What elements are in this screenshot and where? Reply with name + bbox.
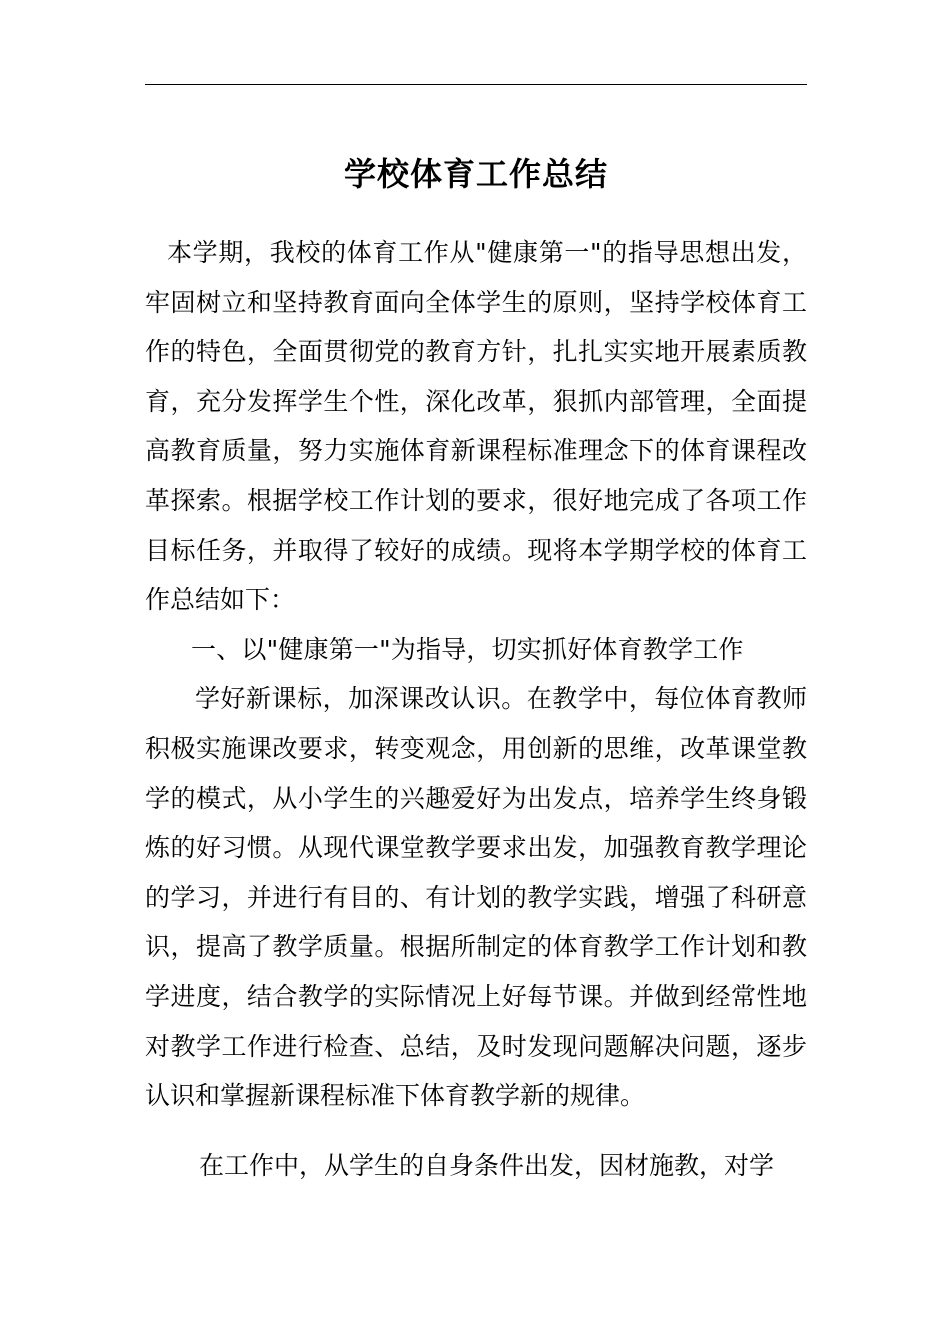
document-title: 学校体育工作总结 — [343, 155, 608, 193]
section-paragraph-continued: 在工作中，从学生的自身条件出发，因材施教，对学 — [199, 1150, 775, 1180]
header-rule — [145, 84, 807, 85]
section-paragraph: 学好新课标，加深课改认识。在教学中，每位体育教师积极实施课改要求，转变观念，用创新的思维，改革课堂教学的模式，从小学生的兴趣爱好为出发点，培养学生终身锻炼的好习惯。从现代课堂教学要求出发，加强教育教学理论的学习，并进行有目的、有计划的教学实践，增强了科研意识，提高了教学质量。根据所制定的体育教学工作计划和教学进度，结合教学的实际情况上好每节课。并做到经常性地对教学工作进行检查、总结，及时发现问题解决问题，逐步认识和掌握新课程标准下体育教学新的规律。 — [145, 684, 807, 1111]
intro-paragraph: 本学期，我校的体育工作从"健康第一"的指导思想出发，牢固树立和坚持教育面向全体学生的原则，坚持学校体育工作的特色，全面贯彻党的教育方针，扎扎实实地开展素质教育，充分发挥学生个性，深化改革，狠抓内部管理，全面提高教育质量，努力实施体育新课程标准理念下的体育课程改革探索。根据学校工作计划的要求，很好地完成了各项工作目标任务，并取得了较好的成绩。现将本学期学校的体育工作总结如下： — [145, 238, 807, 615]
section-heading: 一、以"健康第一"为指导，切实抓好体育教学工作 — [191, 634, 744, 664]
document-body — [145, 228, 807, 1190]
